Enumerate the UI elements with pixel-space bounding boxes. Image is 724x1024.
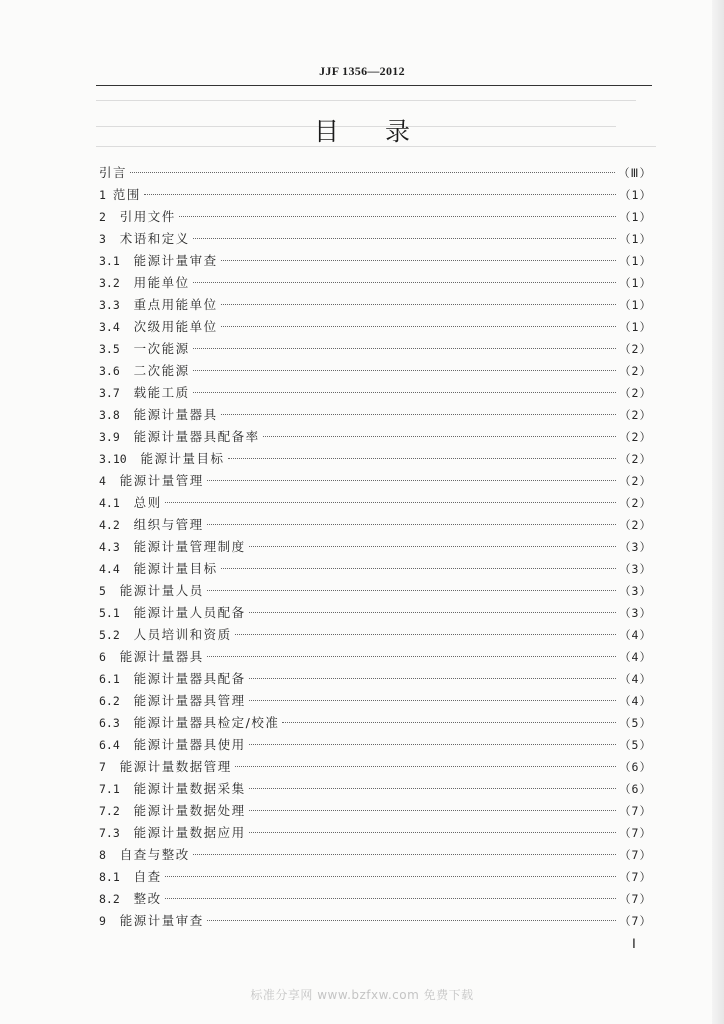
toc-entry: [99, 514, 652, 536]
toc-entry-number: 3.10: [99, 452, 141, 466]
toc-leader-dots: [130, 172, 615, 173]
toc-entry-label: 引言: [99, 165, 128, 180]
toc-entry-number: 6.3: [99, 716, 134, 730]
toc-entry-label: 能源计量目标: [140, 451, 225, 466]
toc-entry-page: （5）: [619, 716, 652, 730]
toc-entry: [99, 888, 652, 910]
toc-leader-dots: [193, 854, 616, 855]
toc-entry-label: 能源计量目标: [133, 561, 218, 576]
toc-entry-page: （7）: [619, 914, 652, 928]
toc-leader-dots: [228, 458, 617, 459]
toc-entry: [99, 690, 652, 712]
toc-entry-number: 4.3: [99, 540, 134, 554]
toc-entry-label: 能源计量器具检定/校准: [133, 715, 280, 730]
toc-entry: [99, 206, 652, 228]
toc-entry-label: 能源计量数据管理: [119, 759, 232, 774]
toc-entry-label: 能源计量人员: [119, 583, 204, 598]
toc-leader-dots: [282, 722, 616, 723]
toc-entry: [99, 712, 652, 734]
toc-leader-dots: [221, 414, 616, 415]
toc-entry-label: 能源计量器具使用: [133, 737, 246, 752]
toc-entry: [99, 536, 652, 558]
toc-entry-page: （6）: [619, 760, 652, 774]
toc-entry-page: （7）: [619, 804, 652, 818]
toc-entry: [99, 756, 652, 778]
toc-entry-page: （7）: [619, 870, 652, 884]
toc-entry-number: 6: [99, 650, 120, 664]
toc-leader-dots: [235, 634, 616, 635]
toc-entry-page: （3）: [619, 540, 652, 554]
toc-entry-page: （1）: [619, 254, 652, 268]
toc-entry-page: （Ⅲ）: [618, 166, 652, 180]
toc-entry-number: 8.2: [99, 892, 134, 906]
toc-entry-number: 4.1: [99, 496, 134, 510]
toc-entry: [99, 558, 652, 580]
toc-entry-number: 7: [99, 760, 120, 774]
toc-entry: [99, 624, 652, 646]
toc-entry-label: 范围: [112, 187, 141, 202]
toc-entry-number: 3.2: [99, 276, 134, 290]
toc-entry-label: 引用文件: [119, 209, 176, 224]
toc-leader-dots: [235, 766, 616, 767]
toc-entry: [99, 448, 652, 470]
toc-entry-page: （1）: [619, 210, 652, 224]
toc-entry: [99, 250, 652, 272]
toc-entry: [99, 822, 652, 844]
toc-entry-page: （4）: [619, 628, 652, 642]
toc-entry-page: （1）: [619, 232, 652, 246]
toc-entry-label: 用能单位: [133, 275, 190, 290]
toc-entry-label: 整改: [133, 891, 162, 906]
toc-entry-page: （1）: [619, 320, 652, 334]
toc-leader-dots: [249, 700, 616, 701]
toc-leader-dots: [249, 810, 616, 811]
toc-entry-page: （3）: [619, 606, 652, 620]
toc-entry-number: 6.1: [99, 672, 134, 686]
toc-entry: [99, 646, 652, 668]
toc-entry: [99, 668, 652, 690]
toc-entry-number: 6.4: [99, 738, 134, 752]
toc-entry: [99, 272, 652, 294]
toc-entry-page: （1）: [619, 298, 652, 312]
toc-leader-dots: [221, 260, 616, 261]
toc-entry-number: 3.3: [99, 298, 134, 312]
toc-entry-label: 载能工质: [133, 385, 190, 400]
toc-entry: [99, 910, 652, 932]
toc-entry-label: 能源计量数据应用: [133, 825, 246, 840]
toc-leader-dots: [193, 238, 616, 239]
toc-entry-label: 自查: [133, 869, 162, 884]
toc-entry-number: 3.9: [99, 430, 134, 444]
toc-entry: [99, 426, 652, 448]
toc-leader-dots: [193, 282, 616, 283]
toc-entry-page: （1）: [619, 276, 652, 290]
toc-entry-number: 3: [99, 232, 120, 246]
toc-entry-label: 一次能源: [133, 341, 190, 356]
toc-entry-page: （2）: [619, 364, 652, 378]
toc-entry-label: 重点用能单位: [133, 297, 218, 312]
toc-leader-dots: [165, 898, 616, 899]
table-of-contents: [99, 162, 652, 932]
toc-entry-page: （2）: [619, 518, 652, 532]
toc-entry: [99, 580, 652, 602]
toc-entry-label: 能源计量器具配备: [133, 671, 246, 686]
toc-entry-label: 能源计量数据处理: [133, 803, 246, 818]
toc-entry-label: 二次能源: [133, 363, 190, 378]
toc-entry-page: （3）: [619, 562, 652, 576]
watermark: 标准分享网 www.bzfxw.com 免费下载: [250, 988, 474, 1002]
page-edge-shadow: [712, 0, 724, 1024]
toc-entry-number: 3.1: [99, 254, 134, 268]
toc-leader-dots: [249, 678, 616, 679]
toc-leader-dots: [207, 590, 616, 591]
toc-leader-dots: [193, 348, 616, 349]
toc-entry-label: 能源计量器具: [133, 407, 218, 422]
toc-leader-dots: [221, 568, 616, 569]
toc-entry: [99, 866, 652, 888]
toc-entry-number: 5.1: [99, 606, 134, 620]
toc-entry: [99, 778, 652, 800]
toc-entry-number: 3.8: [99, 408, 134, 422]
toc-entry-label: 术语和定义: [119, 231, 190, 246]
toc-leader-dots: [179, 216, 616, 217]
toc-entry-number: 3.5: [99, 342, 134, 356]
toc-entry-number: 6.2: [99, 694, 134, 708]
toc-leader-dots: [207, 656, 616, 657]
toc-leader-dots: [263, 436, 616, 437]
toc-entry-number: 4.4: [99, 562, 134, 576]
toc-entry-label: 能源计量数据采集: [133, 781, 246, 796]
toc-entry: [99, 844, 652, 866]
toc-entry: [99, 294, 652, 316]
toc-leader-dots: [207, 480, 616, 481]
header-rule: [96, 85, 652, 86]
toc-leader-dots: [165, 876, 616, 877]
toc-entry: [99, 470, 652, 492]
toc-entry-number: 9: [99, 914, 120, 928]
toc-entry: [99, 602, 652, 624]
toc-entry: [99, 162, 652, 184]
toc-leader-dots: [221, 304, 616, 305]
standard-code-header: JJF 1356—2012: [319, 64, 405, 78]
toc-entry-number: 5: [99, 584, 120, 598]
toc-entry: [99, 316, 652, 338]
toc-entry: [99, 184, 652, 206]
toc-entry-page: （7）: [619, 848, 652, 862]
toc-leader-dots: [249, 744, 616, 745]
toc-entry-number: 3.7: [99, 386, 134, 400]
toc-entry-number: 3.4: [99, 320, 134, 334]
toc-entry-page: （2）: [619, 386, 652, 400]
toc-leader-dots: [249, 832, 616, 833]
toc-entry: [99, 492, 652, 514]
toc-entry-number: 4.2: [99, 518, 134, 532]
toc-entry-page: （4）: [619, 694, 652, 708]
toc-leader-dots: [249, 546, 616, 547]
page-title: 目录: [313, 117, 456, 146]
toc-entry-page: （3）: [619, 584, 652, 598]
toc-entry-number: 8: [99, 848, 120, 862]
toc-leader-dots: [249, 788, 616, 789]
toc-entry-number: 7.2: [99, 804, 134, 818]
toc-entry-page: （2）: [619, 408, 652, 422]
toc-entry-label: 自查与整改: [119, 847, 190, 862]
toc-entry: [99, 734, 652, 756]
toc-entry-label: 能源计量审查: [133, 253, 218, 268]
toc-entry: [99, 360, 652, 382]
toc-entry-page: （2）: [619, 430, 652, 444]
toc-entry-label: 能源计量人员配备: [133, 605, 246, 620]
toc-entry-label: 能源计量审查: [119, 913, 204, 928]
toc-entry: [99, 800, 652, 822]
toc-entry-label: 人员培训和资质: [133, 627, 232, 642]
toc-entry: [99, 228, 652, 250]
toc-entry-page: （2）: [619, 452, 652, 466]
toc-entry-page: （4）: [619, 672, 652, 686]
toc-entry-label: 组织与管理: [133, 517, 204, 532]
toc-entry-page: （6）: [619, 782, 652, 796]
toc-entry-page: （7）: [619, 826, 652, 840]
toc-entry-number: 1: [99, 188, 113, 202]
toc-entry: [99, 404, 652, 426]
toc-entry-label: 能源计量器具: [119, 649, 204, 664]
toc-entry-page: （1）: [619, 188, 652, 202]
toc-entry-label: 能源计量管理: [119, 473, 204, 488]
page-number: Ⅰ: [632, 936, 636, 951]
toc-leader-dots: [207, 524, 616, 525]
toc-leader-dots: [193, 370, 616, 371]
toc-leader-dots: [144, 194, 616, 195]
toc-leader-dots: [249, 612, 616, 613]
toc-entry-page: （2）: [619, 474, 652, 488]
toc-entry-number: 5.2: [99, 628, 134, 642]
toc-entry: [99, 382, 652, 404]
toc-leader-dots: [193, 392, 616, 393]
toc-leader-dots: [221, 326, 616, 327]
toc-entry-page: （7）: [619, 892, 652, 906]
bleed-through-line: [96, 100, 636, 101]
toc-entry-number: 4: [99, 474, 120, 488]
toc-entry-number: 7.3: [99, 826, 134, 840]
toc-entry-number: 8.1: [99, 870, 134, 884]
toc-entry-number: 2: [99, 210, 120, 224]
toc-entry-number: 7.1: [99, 782, 134, 796]
toc-entry-label: 能源计量器具管理: [133, 693, 246, 708]
toc-entry-label: 次级用能单位: [133, 319, 218, 334]
toc-entry-number: 3.6: [99, 364, 134, 378]
toc-entry-page: （4）: [619, 650, 652, 664]
toc-entry-label: 能源计量管理制度: [133, 539, 246, 554]
toc-entry: [99, 338, 652, 360]
toc-leader-dots: [165, 502, 616, 503]
toc-entry-page: （2）: [619, 496, 652, 510]
toc-entry-page: （5）: [619, 738, 652, 752]
toc-entry-page: （2）: [619, 342, 652, 356]
toc-entry-label: 总则: [133, 495, 162, 510]
toc-leader-dots: [207, 920, 616, 921]
toc-entry-label: 能源计量器具配备率: [133, 429, 260, 444]
